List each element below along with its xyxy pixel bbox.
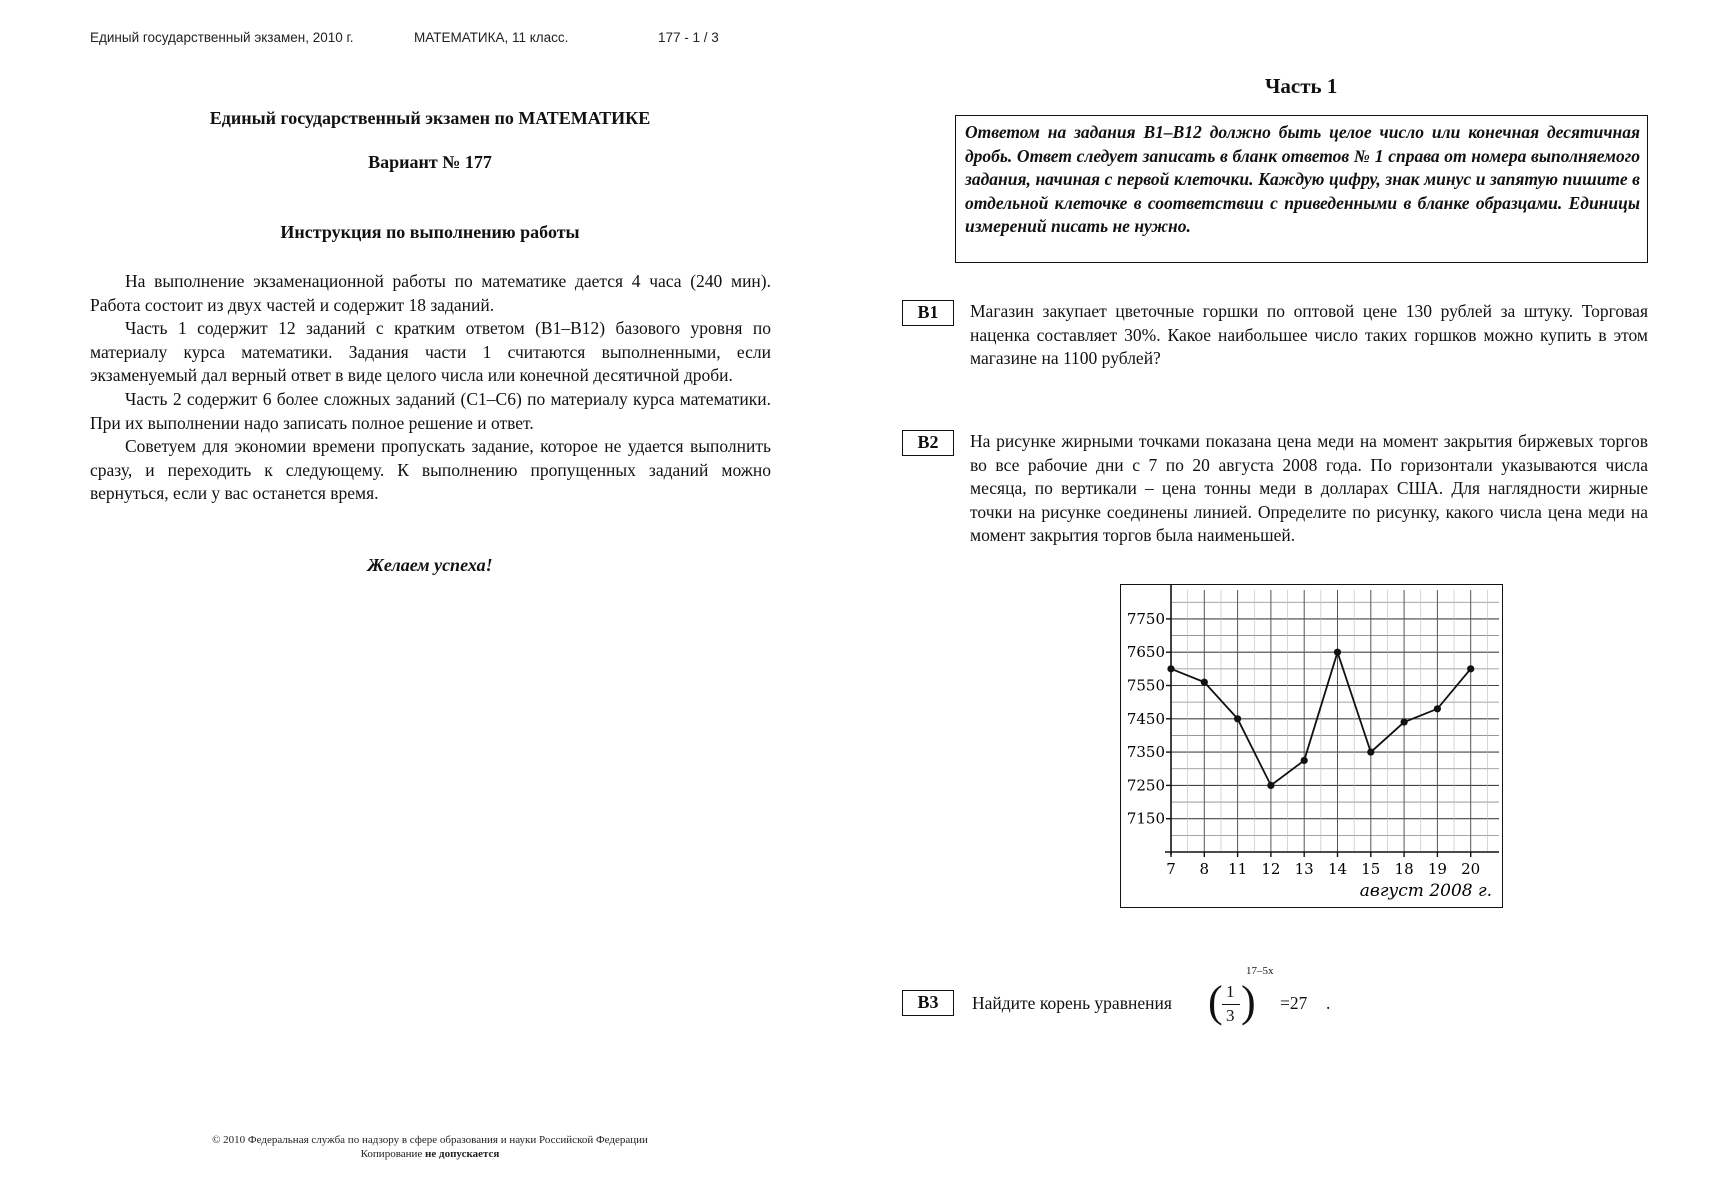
fraction-bar <box>1222 1004 1240 1005</box>
equation <box>1208 965 1331 1034</box>
svg-text:7650: 7650 <box>1126 643 1165 662</box>
svg-text:7150: 7150 <box>1126 809 1165 828</box>
task-label-b2: B2 <box>902 430 954 456</box>
instruction-paragraph: Часть 2 содержит 6 более сложных заданий (C1–C6) по материалу курса математики. При их выполнении надо записать полное решение и ответ. <box>90 388 771 433</box>
fraction-numerator: 1 <box>1226 982 1235 1001</box>
svg-text:август 2008 г.: август 2008 г. <box>1359 881 1492 901</box>
svg-text:19: 19 <box>1427 860 1447 878</box>
copy-restriction-line: Копирование не допускается <box>360 1148 500 1160</box>
task-label-b3: B3 <box>902 990 954 1016</box>
svg-text:8: 8 <box>1199 860 1210 878</box>
svg-text:18: 18 <box>1394 860 1414 878</box>
answer-instructions-box: Ответом на задания B1–B12 должно быть целое число или конечная десятичная дробь. Ответ следует записать в бланк ответов № 1 справа от номера выполняемого задания, начиная с первой клеточки. Каждую цифру, знак минус и запятую пишите в отдельной клеточке в соответствии с приведенными в бланке образцами. Единицы измерений писать не нужно. <box>955 115 1648 263</box>
variant-title: Вариант № 177 <box>368 152 492 172</box>
svg-text:7: 7 <box>1166 860 1176 878</box>
instruction-paragraph: Часть 1 содержит 12 заданий с кратким ответом (B1–B12) базового уровня по материалу курса математики. Задания части 1 считаются выполненными, если экзаменуемый дал верный ответ в виде целого числа или конечной десятичной дроби. <box>90 318 771 386</box>
task-text-b1: Магазин закупает цветочные горшки по оптовой цене 130 рублей за штуку. Торговая наценка составляет 30%. Какое наибольшее число таких горшков можно купить в этом магазине на 1100 рублей? <box>970 301 1648 369</box>
header-page-number: 177 - 1 / 3 <box>658 30 719 45</box>
svg-text:13: 13 <box>1294 860 1314 878</box>
line-chart <box>1121 585 1501 906</box>
svg-text:7450: 7450 <box>1126 709 1165 728</box>
svg-text:11: 11 <box>1228 860 1248 878</box>
equation-rhs: =27 <box>1280 993 1308 1013</box>
left-paren: ( <box>1208 977 1223 1026</box>
task-label-b1: B1 <box>902 300 954 326</box>
copyright-footer <box>150 1133 710 1161</box>
svg-text:7750: 7750 <box>1126 609 1165 628</box>
header-exam: Единый государственный экзамен, 2010 г. <box>90 30 354 45</box>
good-luck-text: Желаем успеха! <box>367 555 493 575</box>
svg-text:7250: 7250 <box>1126 776 1165 795</box>
svg-text:7350: 7350 <box>1126 743 1165 762</box>
task-text-b3: Найдите корень уравнения <box>972 993 1172 1013</box>
exam-title: Единый государственный экзамен по МАТЕМАТИКЕ <box>209 108 651 128</box>
instructions-title: Инструкция по выполнению работы <box>280 222 580 242</box>
fraction-denominator: 3 <box>1226 1006 1235 1025</box>
instruction-paragraph: Советуем для экономии времени пропускать задание, которое не удается выполнить сразу, и переходить к следующему. К выполнению пропущенных заданий можно вернуться, если у вас останется время. <box>90 436 771 504</box>
svg-text:12: 12 <box>1261 860 1281 878</box>
svg-text:7550: 7550 <box>1126 676 1165 695</box>
exponent: 17–5x <box>1246 965 1274 977</box>
equation-period: . <box>1326 993 1331 1013</box>
svg-text:20: 20 <box>1461 860 1481 878</box>
task-text-b2: На рисунке жирными точками показана цена меди на момент закрытия биржевых торгов во все рабочие дни с 7 по 20 августа 2008 года. По горизонтали указываются числа месяца, по вертикали – цена тонны меди в долларах США. Для наглядности жирные точки на рисунке соединены линией. Определите по рисунку, какого числа цена меди на момент закрытия торгов была наименьшей. <box>970 431 1648 546</box>
copyright-line: © 2010 Федеральная служба по надзору в сфере образования и науки Российской Федерации <box>212 1134 648 1146</box>
right-paren: ) <box>1241 977 1256 1026</box>
instruction-paragraph: На выполнение экзаменационной работы по математике дается 4 часа (240 мин). Работа состоит из двух частей и содержит 18 заданий. <box>90 271 771 315</box>
copper-price-chart <box>1120 584 1503 908</box>
part-title: Часть 1 <box>1265 74 1338 98</box>
header-subject: МАТЕМАТИКА, 11 класс. <box>414 30 569 45</box>
svg-text:15: 15 <box>1361 860 1381 878</box>
svg-text:14: 14 <box>1327 860 1348 878</box>
instructions-body <box>90 270 771 506</box>
